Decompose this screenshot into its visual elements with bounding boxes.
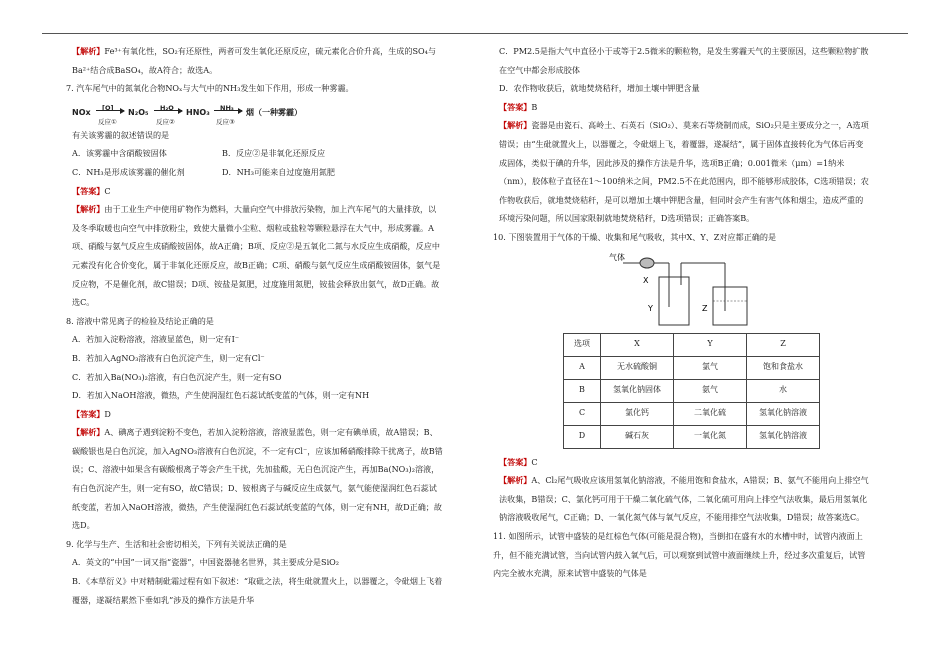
q6-analysis (66, 42, 444, 79)
table-cell: 饱和食盐水 (747, 356, 820, 379)
absorber-beaker-icon (713, 287, 747, 325)
q10-options-table (563, 333, 820, 449)
table-cell: 氢氧化钠溶液 (747, 425, 820, 448)
table-cell: 水 (747, 379, 820, 402)
table-cell: 氯气 (674, 356, 747, 379)
q9-stem: 9. 化学与生产、生活和社会密切相关，下列有关说法正确的是 (66, 538, 287, 549)
table-cell: 氢氧化钠溶液 (747, 402, 820, 425)
q7-option-b: B．反应②是非氧化还原反应 (222, 148, 326, 159)
q10-answer-value: C (531, 456, 538, 467)
eq-cond-3: NH₃ (220, 103, 234, 112)
q7-options-ab (66, 144, 444, 163)
analysis-tag: 【解析】 (72, 427, 105, 438)
table-cell: 氢氧化钠固体 (601, 379, 674, 402)
q9-option-c: C．PM2.5是指大气中直径小于或等于2.5微米的颗粒物，是发生雾霾天气的主要原因，这些颗粒物扩散在空气中都会形成胶体 (499, 46, 869, 75)
q7-option-a: A．该雾霾中含硝酸铵固体 (72, 148, 167, 159)
gas-label: 气体 (609, 252, 625, 262)
label-y: Y (648, 303, 653, 313)
table-row (564, 425, 820, 448)
right-column (493, 42, 871, 583)
q11-stem: 11. 如图所示，试管中盛装的是红棕色气体(可能是混合物)，当倒扣在盛有水的水槽中时，试管内液面上升，但不能充满试管，当向试管内鼓入氧气后，可以观察到试管中液面继续上升，经过多次重复后，试管内完全被水充满，原来试管中盛装的气体是 (493, 530, 866, 579)
eq-label-1: 反应① (98, 117, 117, 126)
table-cell: A (564, 356, 601, 379)
q8-option-b: B．若加入AgNO₃溶液有白色沉淀产生，则一定有Cl⁻ (72, 352, 265, 363)
table-row (564, 379, 820, 402)
q7-prompt: 有关该雾霾的叙述错误的是 (72, 129, 170, 140)
table-cell: 氨气 (674, 379, 747, 402)
q7-answer-value: C (104, 185, 111, 196)
q10-apparatus-diagram (493, 251, 871, 329)
q10-stem: 10. 下图装置用于气体的干燥、收集和尾气吸收，其中X、Y、Z对应都正确的是 (493, 231, 777, 242)
q8-option-c: C．若加入Ba(NO₃)₂溶液，有白色沉淀产生，则一定有SO (72, 371, 282, 382)
q8-analysis (66, 423, 444, 535)
analysis-tag: 【解析】 (72, 46, 105, 56)
eq-label-3: 反应③ (216, 117, 235, 126)
arrow-icon (154, 110, 182, 111)
eq-species-1: NOx (72, 107, 91, 117)
q9-option-b: B．《本草衍义》中对精制砒霜过程有如下叙述：“取砒之法，将生砒就置火上，以器覆之，令砒烟上飞着覆器，遂凝结累然下垂如乳”涉及的操作方法是升华 (72, 576, 443, 605)
eq-label-2: 反应② (156, 117, 175, 126)
q9-option-a: A．英文的“中国”一词又指“瓷器”，中国瓷器驰名世界，其主要成分是SiO₂ (72, 557, 340, 568)
q9-answer-value: B (531, 101, 538, 112)
q7-option-d: D．NH₃可能来自过度施用氮肥 (222, 166, 335, 177)
table-header-cell: Y (674, 333, 747, 356)
eq-cond-2: H₂O (160, 103, 174, 112)
q6-analysis-text: Fe³⁺有氧化性，SO₂有还原性，两者可发生氧化还原反应，硫元素化合价升高，生成的SO₄与Ba²⁺结合成BaSO₄，故A符合；故选A。 (72, 46, 437, 75)
analysis-tag: 【解析】 (499, 120, 532, 131)
table-cell: C (564, 402, 601, 425)
table-cell: 无水硫酸铜 (601, 356, 674, 379)
q7-reaction-scheme (72, 100, 444, 124)
table-header-cell: 选项 (564, 333, 601, 356)
eq-species-4: 烟（一种雾霾） (246, 107, 302, 117)
q8-answer-value: D (104, 408, 111, 419)
q7-options-cd (66, 163, 444, 182)
q8-analysis-text: A、碘离子遇到淀粉不变色，若加入淀粉溶液，溶液显蓝色，则一定有碘单质，故A错误；B、碳酸银也是白色沉淀，加入AgNO₃溶液有白色沉淀，不一定有Cl⁻，应该加稀硝酸排除干扰离子，故B错误；C、溶液中如果含有碳酸根离子等会产生干扰，先加盐酸，无白色沉淀产生，再加Ba(NO₃)₂溶液，有白色沉淀产生，则一定有SO，故C错误；D、铵根离子与碱反应生成氨气，氨气能使湿润红色石蕊试纸变蓝，若加入NaOH溶液，微热，产生使湿润红色石蕊试纸变蓝的气体，则一定有NH，故D正确；故选D。 (72, 427, 443, 531)
q7-option-c: C．NH₃是形成该雾霾的催化剂 (72, 166, 185, 177)
table-cell: D (564, 425, 601, 448)
table-row (564, 402, 820, 425)
q7-analysis-text: 由于工业生产中使用矿物作为燃料，大量向空气中排放污染物，加上汽车尾气的大量排放，以及冬季取暖也向空气中排放粉尘，致使大量微小尘粒、烟粒或盐粒等颗粒悬浮在大气中，形成雾霾。A项、硝酸与氨气反应生成硝酸铵固体，故A正确；B项、反应②是五氧化二氮与水反应生成硝酸，反应中元素没有化合价变化，属于非氧化还原反应，故B正确；C项、硝酸与氨气反应生成硝酸铵固体，氨气是反应物，不是催化剂，故C错误；D项、铵盐是氮肥，过度施用氮肥，铵盐会释放出氨气，故D正确。故选C。 (72, 204, 441, 308)
q8-option-d: D．若加入NaOH溶液，微热，产生使润湿红色石蕊试纸变蓝的气体，则一定有NH (72, 390, 370, 401)
table-cell: 一氧化氮 (674, 425, 747, 448)
table-cell: 氯化钙 (601, 402, 674, 425)
analysis-tag: 【解析】 (499, 475, 532, 486)
label-z: Z (702, 303, 708, 313)
left-column (66, 42, 444, 609)
q8-option-a: A．若加入淀粉溶液，溶液显蓝色，则一定有I⁻ (72, 334, 240, 345)
table-header-cell: X (601, 333, 674, 356)
q8-stem: 8. 溶液中常见离子的检验及结论正确的是 (66, 315, 214, 326)
analysis-tag: 【解析】 (72, 204, 105, 215)
answer-tag: 【答案】 (72, 185, 105, 196)
table-cell: 碱石灰 (601, 425, 674, 448)
table-header-row (564, 333, 820, 356)
drying-tube-bulb-icon (640, 258, 654, 268)
table-cell: 二氧化硫 (674, 402, 747, 425)
q10-analysis-text: A、Cl₂尾气吸收应该用氢氧化钠溶液，不能用饱和食盐水，A错误；B、氨气不能用向上排空气法收集，B错误；C、氯化钙可用于干燥二氧化硫气体，二氧化硫可用向上排空气法收集，最后用氢氧化钠溶液吸收尾气，C正确；D、一氧化氮气体与氧气反应，不能用排空气法收集，D错误；故答案选C。 (499, 475, 869, 523)
apparatus-figure (493, 251, 871, 329)
q10-answer (493, 453, 871, 472)
answer-tag: 【答案】 (72, 408, 105, 419)
q9-analysis (493, 116, 871, 228)
eq-cond-1: [O] (102, 103, 114, 112)
q9-analysis-text: 瓷器是由瓷石、高岭土、石英石（SiO₂）、莫来石等烧制而成，SiO₂只是主要成分之一，A选项错误；由“生砒就置火上，以器覆之，令砒烟上飞，着覆器，遂凝结”，属于固体直接转化为气体后再变成固体，类似于碘的升华，因此涉及的操作方法是升华，选项B正确；0.001微米（μm）=1纳米（nm），胶体粒子直径在1～100纳米之间，PM2.5不在此范围内，即不能够形成胶体，C选项错误；农作物收获后，就地焚烧秸秆，是可以增加土壤中钾肥含量，但同时会产生有害气体和烟尘，造成严重的环境污染问题，所以国家限制就地焚烧秸秆，D选项错误；正确答案B。 (499, 120, 869, 224)
q7-analysis (66, 200, 444, 312)
arrow-icon (96, 110, 124, 111)
eq-species-2: N₂O₅ (128, 107, 149, 117)
q7-answer (66, 182, 444, 201)
q9-option-d: D．农作物收获后，就地焚烧秸秆，增加土壤中钾肥含量 (499, 83, 700, 94)
arrow-icon (214, 110, 242, 111)
table-cell: B (564, 379, 601, 402)
q9-answer (493, 98, 871, 117)
q7-stem: 7. 汽车尾气中的氮氧化合物NOₓ与大气中的NH₃发生如下作用，形成一种雾霾。 (66, 83, 354, 94)
label-x: X (643, 275, 649, 285)
answer-tag: 【答案】 (499, 456, 532, 467)
q8-answer (66, 405, 444, 424)
table-row (564, 356, 820, 379)
header-rule (42, 33, 908, 34)
table-header-cell: Z (747, 333, 820, 356)
collection-bottle-icon (659, 277, 689, 325)
q10-analysis (493, 471, 871, 527)
eq-species-3: HNO₃ (186, 107, 210, 117)
answer-tag: 【答案】 (499, 101, 532, 112)
